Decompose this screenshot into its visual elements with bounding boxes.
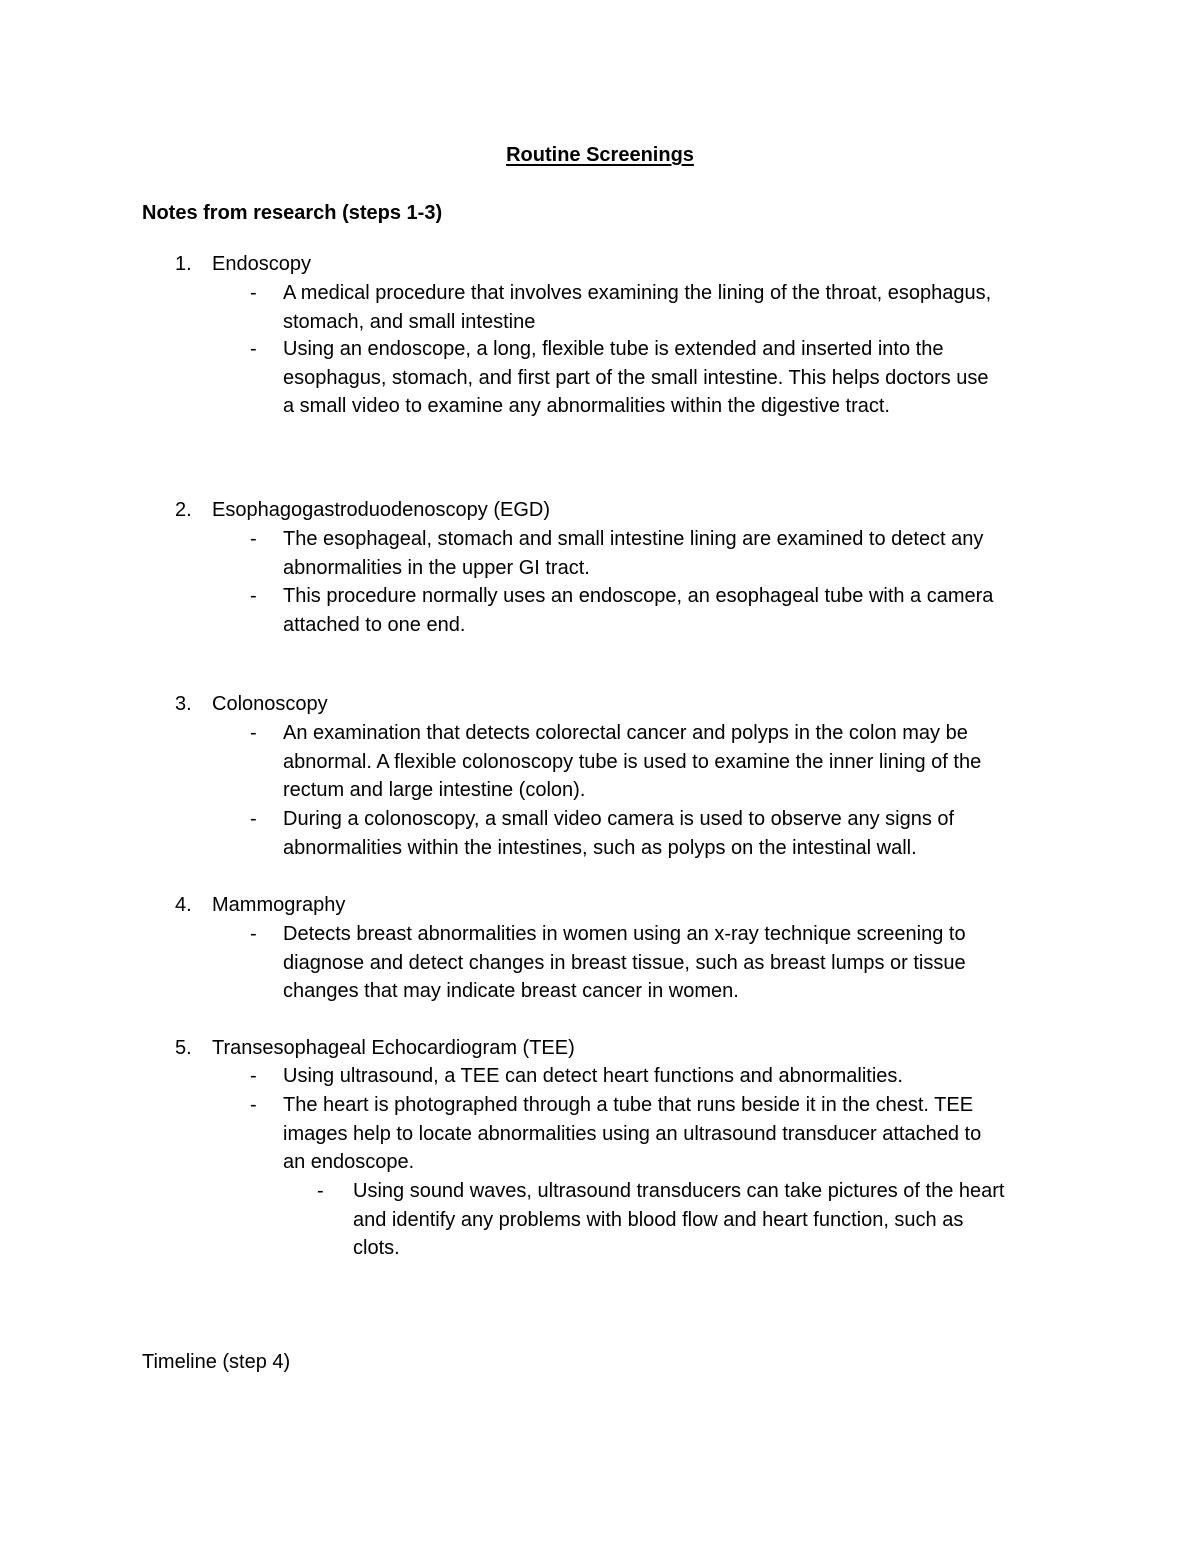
bullet-dash: - [250,1094,257,1116]
bullet-text: Using ultrasound, a TEE can detect heart functions and abnormalities. [283,1065,903,1087]
bullet-dash: - [250,923,257,945]
list-item-number: 4. [175,894,192,916]
list-item-title: Endoscopy [212,253,311,275]
list-item-number: 1. [175,253,192,275]
bullet-text: The heart is photographed through a tube that runs beside it in the chest. TEE images help to locate abnormalities using an ultrasound transducer attached to an endoscope. [283,1094,982,1174]
list-item-number: 2. [175,499,192,521]
bullet-dash: - [317,1180,324,1202]
list-item-title: Transesophageal Echocardiogram (TEE) [212,1037,575,1059]
bullet-text: A medical procedure that involves examining the lining of the throat, esophagus, stomach, and small intestine [283,282,992,333]
document-title: Routine Screenings [506,144,694,166]
bullet-dash: - [250,585,257,607]
bullet-text: Using sound waves, ultrasound transducers can take pictures of the heart and identify any problems with blood flow and heart function, such as clots. [353,1180,1005,1260]
bullet-dash: - [250,282,257,304]
bullet-dash: - [250,528,257,550]
bullet-text: This procedure normally uses an endoscope, an esophageal tube with a camera attached to one end. [283,585,994,636]
list-item-title: Mammography [212,894,346,916]
list-item-number: 3. [175,693,192,715]
bullet-dash: - [250,722,257,744]
section-heading: Notes from research (steps 1-3) [142,202,443,224]
timeline-heading: Timeline (step 4) [142,1351,291,1373]
bullet-text: During a colonoscopy, a small video camera is used to observe any signs of abnormalities within the intestines, such as polyps on the intestinal wall. [283,808,955,859]
bullet-text: An examination that detects colorectal cancer and polyps in the colon may be abnormal. A flexible colonoscopy tube is used to examine the inner lining of the rectum and large intestine (colon). [283,722,982,802]
bullet-dash: - [250,808,257,830]
list-item-number: 5. [175,1037,192,1059]
bullet-dash: - [250,338,257,360]
bullet-text: Using an endoscope, a long, flexible tube is extended and inserted into the esophagus, stomach, and first part of the small intestine. This helps doctors use a small video to examine any abnormalities within the digestive tract. [283,338,989,418]
bullet-text: Detects breast abnormalities in women using an x-ray technique screening to diagnose and detect changes in breast tissue, such as breast lumps or tissue changes that may indicate breast cancer in women. [283,923,966,1003]
bullet-text: The esophageal, stomach and small intestine lining are examined to detect any abnormalities in the upper GI tract. [283,528,984,579]
list-item-title: Colonoscopy [212,693,328,715]
list-item-title: Esophagogastroduodenoscopy (EGD) [212,499,550,521]
bullet-dash: - [250,1065,257,1087]
